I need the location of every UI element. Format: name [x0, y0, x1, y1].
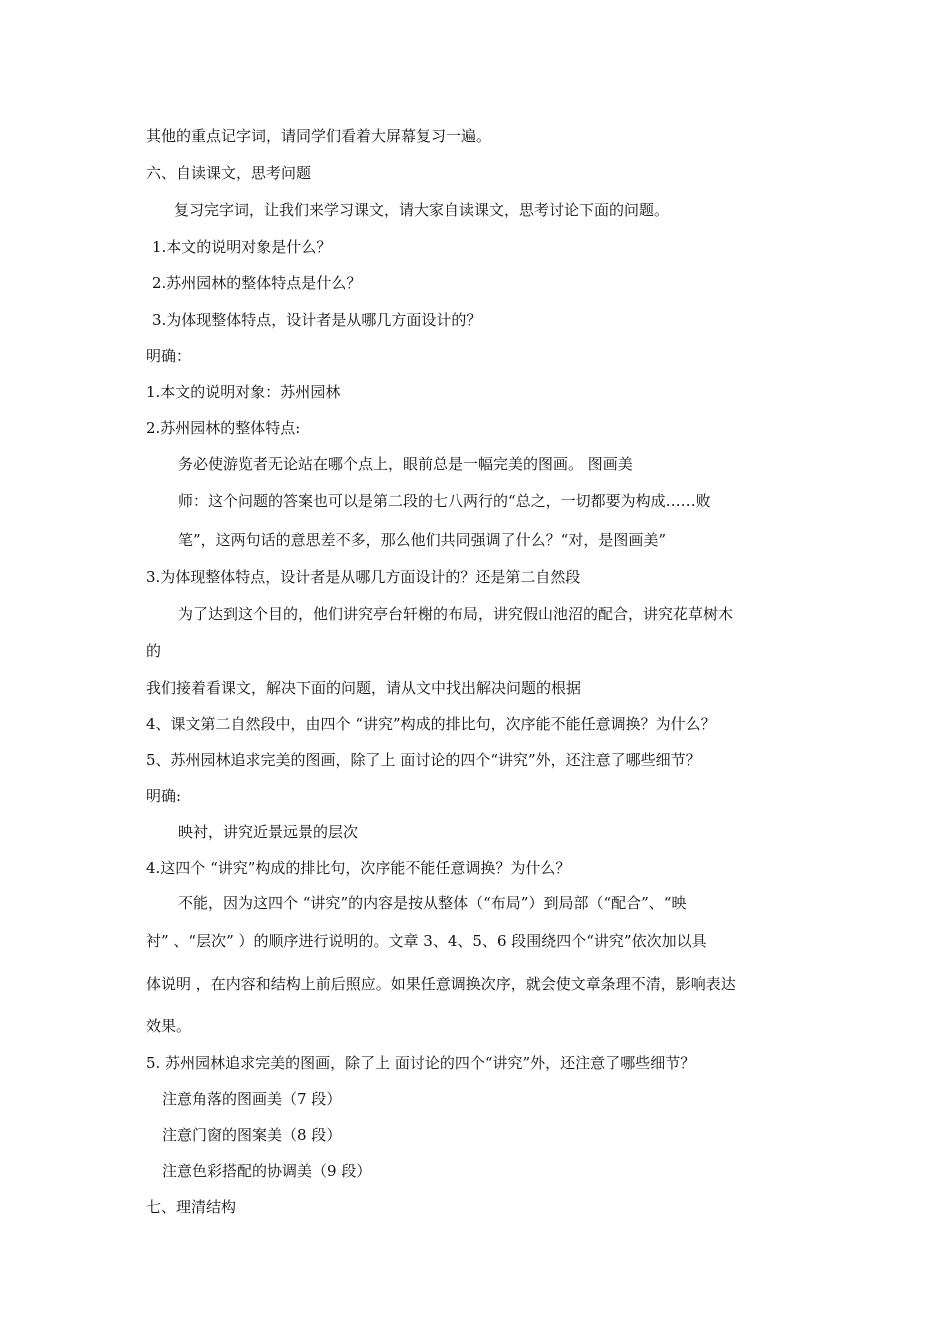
- text-line: 为了达到这个目的，他们讲究亭台轩榭的布局，讲究假山池沼的配合，讲究花草树木: [178, 605, 734, 623]
- text-line: 的: [146, 642, 162, 660]
- text-line: 衬” 、“层次” ）的顺序进行说明的。文章 3、4、5、6 段围绕四个“讲究”依次加以具: [146, 932, 707, 950]
- text-line: 注意角落的图画美（7 段）: [162, 1090, 342, 1108]
- text-line: 明确:: [146, 787, 182, 805]
- text-line: 务必使游览者无论站在哪个点上，眼前总是一幅完美的图画。 图画美: [178, 455, 633, 473]
- question-item: 5、苏州园林追求完美的图画，除了上 面讨论的四个“讲究”外，还注意了哪些细节？: [146, 751, 701, 769]
- text-line: 我们接着看课文，解决下面的问题，请从文中找出解决问题的根据: [146, 679, 582, 697]
- text-line: 笔”，这两句话的意思差不多，那么他们共同强调了什么？“对，是图画美”: [178, 531, 667, 549]
- text-line: 不能，因为这四个 “讲究”的内容是按从整体（“布局”）到局部（“配合”、“映: [178, 894, 687, 912]
- section-heading: 六、自读课文，思考问题: [146, 164, 312, 182]
- answer-item: 1.本文的说明对象：苏州园林: [146, 383, 341, 401]
- question-item: 2.苏州园林的整体特点是什么？: [152, 274, 362, 292]
- answer-item: 4.这四个 “讲究”构成的排比句，次序能不能任意调换？为什么？: [146, 859, 571, 877]
- section-heading: 七、理清结构: [146, 1198, 237, 1216]
- answer-item: 5. 苏州园林追求完美的图画，除了上 面讨论的四个“讲究”外，还注意了哪些细节？: [146, 1054, 696, 1072]
- text-line: 映衬，讲究近景远景的层次: [178, 823, 359, 841]
- answer-item: 2.苏州园林的整体特点:: [146, 419, 301, 437]
- text-line: 效果。: [146, 1017, 192, 1035]
- text-line: 注意色彩搭配的协调美（9 段）: [162, 1162, 372, 1180]
- question-item: 4、课文第二自然段中，由四个 “讲究”构成的排比句，次序能不能任意调换？为什么？: [146, 715, 716, 733]
- text-line: 明确：: [146, 347, 192, 365]
- text-line: 复习完字词，让我们来学习课文，请大家自读课文，思考讨论下面的问题。: [174, 201, 670, 219]
- text-line: 其他的重点记字词，请同学们看着大屏幕复习一遍。: [146, 127, 492, 145]
- answer-item: 3.为体现整体特点，设计者是从哪几方面设计的？还是第二自然段: [146, 568, 581, 586]
- text-line: 师：这个问题的答案也可以是第二段的七八两行的“总之，一切都要为构成……败: [178, 492, 711, 510]
- text-line: 体说明 ，在内容和结构上前后照应。如果任意调换次序，就会使文章条理不清，影响表达: [146, 975, 736, 993]
- question-item: 3.为体现整体特点，设计者是从哪几方面设计的？: [152, 311, 482, 329]
- question-item: 1.本文的说明对象是什么？: [152, 238, 332, 256]
- text-line: 注意门窗的图案美（8 段）: [162, 1126, 342, 1144]
